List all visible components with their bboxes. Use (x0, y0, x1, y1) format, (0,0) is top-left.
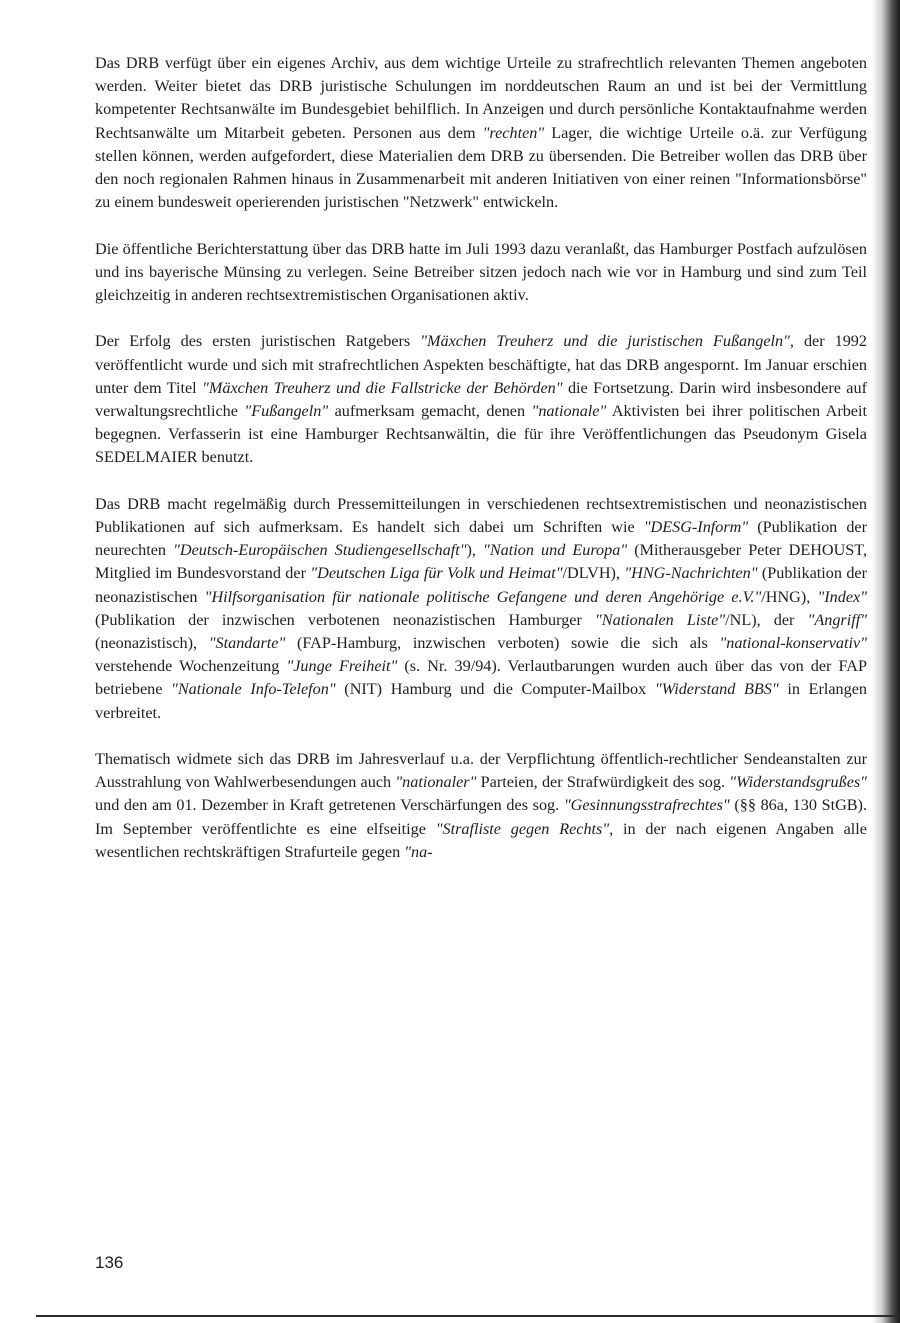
italic-text-run: "national-konservativ" (719, 634, 867, 653)
italic-text-run: "Standarte" (208, 634, 286, 653)
text-run: verstehende Wochenzeitung (95, 657, 287, 676)
paragraph-3 (95, 330, 867, 469)
text-run: Das DRB verfügt über ein eigenes Archiv, aus dem wichtige Urteile zu strafrechtlich relevanten Themen angeboten werden. Weiter bietet das DRB juristische Schulungen im norddeutschen Raum an und ist bei der Vermittlung kompetenter Rechtsanwälte im Bundesgebiet behilflich. In Anzeigen und durch persönliche Kontaktaufnahme werden Rechtsanwälte um Mitarbeit gebeten. Personen aus dem (95, 54, 867, 142)
italic-text-run: "DESG-Inform" (643, 518, 749, 537)
text-run: (FAP-Hamburg, inzwischen verboten) sowie die sich als (285, 634, 720, 653)
binding-edge-shadow (872, 0, 900, 1323)
text-run: /HNG), (761, 587, 818, 606)
italic-text-run: "Junge Freiheit" (286, 657, 398, 676)
text-run: Parteien, der Strafwürdigkeit des sog. (476, 773, 730, 792)
italic-text-run: "Nationale Info-Telefon" (171, 680, 336, 699)
italic-text-run: "Deutschen Liga für Volk und Heimat" (310, 564, 563, 583)
italic-text-run: "Hilfsorganisation für nationale politische Gefangene und deren Angehörige e.V." (204, 587, 762, 606)
italic-text-run: "Index" (817, 587, 867, 606)
text-run: die Fortsetzung. Darin wird insbesondere auf verwaltungsrechtliche (95, 378, 867, 421)
italic-text-run: "nationale" (531, 402, 607, 421)
text-run: Die öffentliche Berichterstattung über das DRB hatte im Juli 1993 dazu veranlaßt, das Hamburger Postfach aufzulösen und ins bayerische Münsing zu verlegen. Seine Betreiber sitzen jedoch nach wie vor in Hamburg und sind zum Teil gleichzeitig in anderen rechtsextremistischen Organisationen aktiv. (95, 239, 867, 305)
text-run: ), (466, 541, 484, 560)
text-run: und den am 01. Dezember in Kraft getretenen Verschärfungen des sog. (95, 796, 564, 815)
text-run: , der 1992 veröffentlicht wurde und sich mit strafrechtlichen Aspekten beschäftigte, hat das DRB angespornt. Im Januar erschien unter dem Titel (95, 332, 867, 397)
italic-text-run: "Mäxchen Treuherz und die Fallstricke der Behörden" (202, 378, 563, 397)
page-number: 136 (95, 1253, 124, 1272)
text-run: (Publikation der inzwischen verbotenen neonazistischen Hamburger (95, 610, 595, 629)
italic-text-run: "Nation und Europa" (483, 541, 628, 560)
text-run: Lager, die wichtige Urteile o.ä. zur Verfügung stellen können, werden aufgefordert, diese Materialien dem DRB zu übersenden. Die Betreiber wollen das DRB über den noch regionalen Rahmen hinaus in Zusammenarbeit mit anderen Initiativen von einer reinen "Informationsbörse" zu einem bundesweit operierenden juristischen "Netzwerk" entwickeln. (95, 123, 867, 212)
text-run: , in der nach eigenen Angaben alle wesentlichen rechtskräftigen Strafurteile gegen (95, 819, 867, 861)
italic-text-run: "nationaler" (395, 773, 477, 792)
text-run: Thematisch widmete sich das DRB im Jahresverlauf u.a. der Verpflichtung öffentlich-rechtlicher Sendeanstalten zur Ausstrahlung von Wahlwerbesendungen auch (95, 750, 867, 792)
italic-text-run: "Nationalen Liste" (595, 610, 726, 629)
text-run: (Publikation der neurechten (95, 518, 867, 560)
text-run: (neonazistisch), (95, 634, 209, 653)
text-run: (Mitherausgeber Peter DEHOUST, Mitglied im Bundesvorstand der (95, 541, 868, 583)
italic-text-run: "Mäxchen Treuherz und die juristischen Fußangeln" (420, 332, 790, 351)
italic-text-run: "Angriff" (807, 610, 868, 629)
italic-text-run: "Gesinnungsstrafrechtes" (563, 796, 730, 815)
italic-text-run: "Fußangeln" (244, 402, 329, 421)
italic-text-run: "HNG-Nachrichten" (624, 564, 758, 583)
paragraph-1 (95, 52, 867, 214)
text-run: (s. Nr. 39/94). Verlautbarungen wurden auch über das von der FAP betriebene (95, 657, 867, 699)
paragraph-4 (95, 493, 867, 725)
text-run: (NIT) Hamburg und die Computer-Mailbox (335, 680, 655, 699)
italic-text-run: "na- (404, 842, 433, 861)
text-run: Das DRB macht regelmäßig durch Pressemitteilungen in verschiedenen rechtsextremistischen und neonazistischen Publikationen auf sich aufmerksam. Es handelt sich dabei um Schriften wie (95, 494, 867, 537)
italic-text-run: "rechten" (482, 123, 545, 142)
text-run: Aktivisten bei ihrer politischen Arbeit begegnen. Verfasserin ist eine Hamburger Rechtsanwältin, die für ihre Veröffentlichungen das Pseudonym Gisela SEDELMAIER benutzt. (95, 402, 867, 467)
body-text (95, 52, 867, 864)
italic-text-run: "Strafliste gegen Rechts" (435, 819, 610, 838)
text-run: (Publikation der neonazistischen (95, 564, 867, 606)
bottom-edge-line (36, 1315, 900, 1317)
text-run: in Erlangen verbreitet. (95, 680, 867, 722)
text-run: /NL), der (725, 610, 808, 629)
italic-text-run: "Widerstandsgrußes" (729, 773, 867, 792)
text-run: aufmerksam gemacht, denen (328, 402, 532, 421)
italic-text-run: "Deutsch-Europäischen Studiengesellschaft" (173, 541, 467, 560)
text-run: (§§ 86a, 130 StGB). Im September veröffentlichte es eine elfseitige (95, 796, 867, 838)
paragraph-2 (95, 238, 867, 308)
italic-text-run: "Widerstand BBS" (654, 680, 779, 699)
text-run: /DLVH), (562, 564, 625, 583)
paragraph-5 (95, 748, 867, 864)
text-run: Der Erfolg des ersten juristischen Ratgebers (95, 332, 421, 351)
